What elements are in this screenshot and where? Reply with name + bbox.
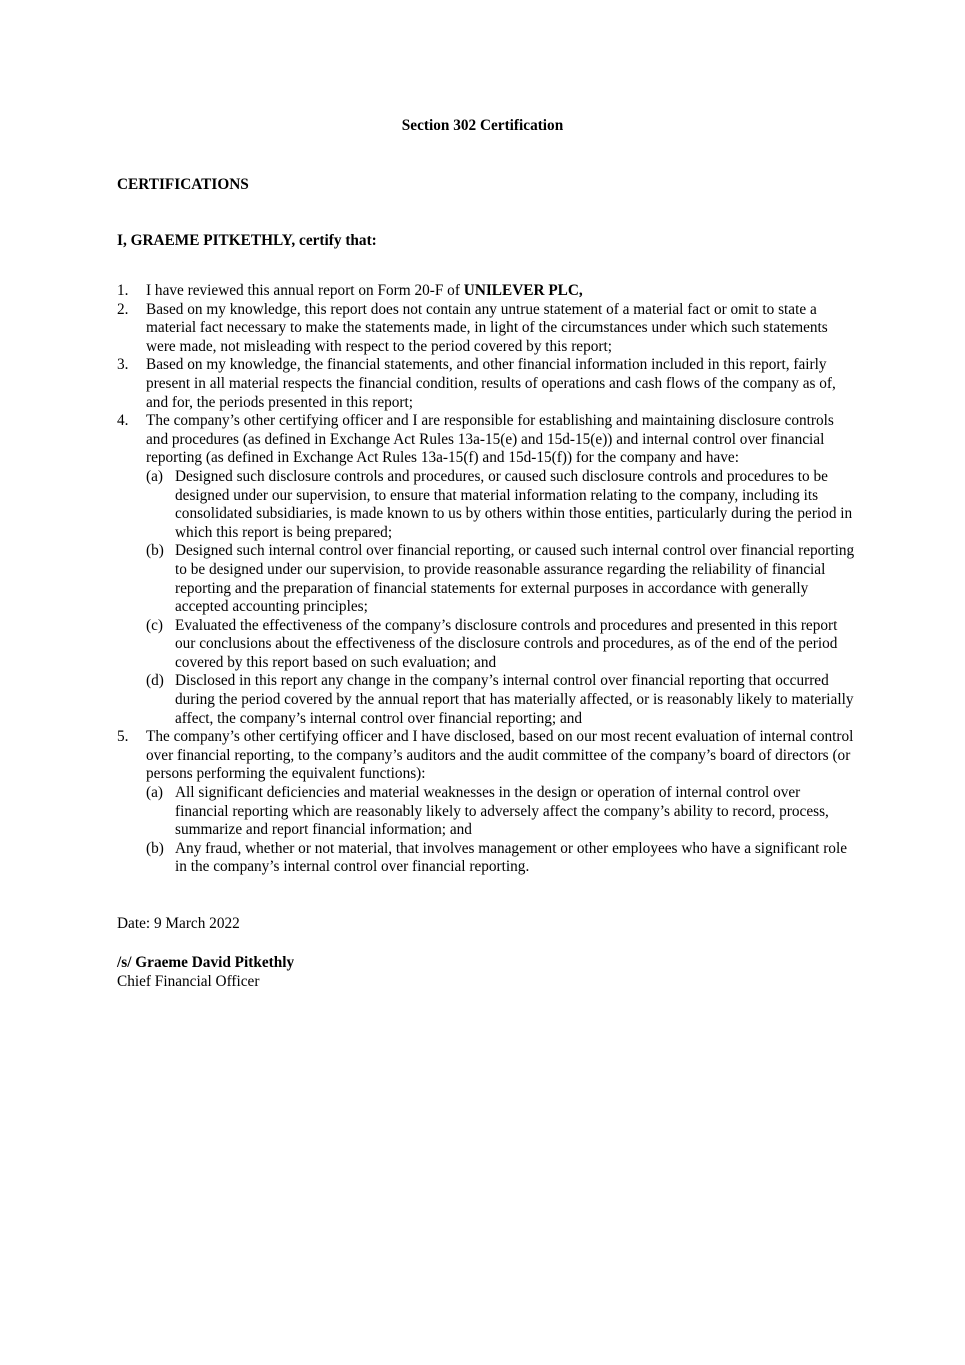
sub-item-text: All significant deficiencies and material weaknesses in the design or operation of internal control over financial reporting which are reasonably likely to adversely affect the company’s ability to record, process, summarize and report financial information; and [175, 784, 829, 839]
item-text: The company’s other certifying officer and I have disclosed, based on our most recent evaluation of internal control over financial reporting, to the company’s auditors and the audit committee of the company’s board of directors (or persons performing the equivalent functions): [146, 728, 854, 783]
company-name: UNILEVER PLC, [463, 282, 583, 299]
list-item [117, 412, 857, 728]
item-number: 4. [117, 412, 129, 430]
list-item [117, 728, 857, 877]
sub-item-text: Designed such internal control over financial reporting, or caused such internal control over financial reporting to be designed under our supervision, to provide reasonable assurance regarding the reliability of financial reporting and the preparation of financial statements for external purposes in accordance with generally accepted accounting principles; [175, 542, 855, 616]
item-number: 5. [117, 728, 129, 746]
item-text [146, 282, 583, 299]
certifications-heading: CERTIFICATIONS [117, 176, 249, 193]
sub-item-label: (a) [146, 784, 163, 802]
item-text: Based on my knowledge, the financial statements, and other financial information included in this report, fairly present in all material respects the financial condition, results of operations and cash flows of the company as of, and for, the periods presented in this report; [146, 356, 836, 411]
sub-item-text: Designed such disclosure controls and procedures, or caused such disclosure controls and procedures to be designed under our supervision, to ensure that material information relating to the company, including its consolidated subsidiaries, is made known to us by others within those entities, particularly during the period in which this report is being prepared; [175, 467, 853, 541]
item-number: 2. [117, 300, 129, 318]
sub-item-text: Disclosed in this report any change in the company’s internal control over financial reporting that occurred during the period covered by the annual report that has materially affected, or is reasonably likely to materially affect, the company’s internal control over financial reporting; and [175, 672, 854, 727]
signature-title: Chief Financial Officer [117, 972, 260, 990]
sub-item-label: (c) [146, 616, 163, 634]
sub-item [146, 840, 857, 877]
sub-item [146, 468, 857, 542]
sub-item [146, 617, 857, 673]
sub-item [146, 784, 857, 840]
list-item [117, 301, 857, 357]
sub-item [146, 672, 857, 728]
list-item [117, 356, 857, 412]
sub-item-label: (d) [146, 672, 164, 690]
list-item [117, 282, 857, 301]
sub-item [146, 542, 857, 616]
sub-item-label: (a) [146, 467, 163, 485]
certification-list [117, 282, 857, 877]
item-text: Based on my knowledge, this report does not contain any untrue statement of a material fact or omit to state a material fact necessary to make the statements made, in light of the circumstances under which such statements were made, not misleading with respect to the period covered by this report; [146, 300, 828, 355]
item-text: The company’s other certifying officer and I are responsible for establishing and maintaining disclosure controls and procedures (as defined in Exchange Act Rules 13a-15(e) and 15d-15(e)) and internal control over financial reporting (as defined in Exchange Act Rules 13a-15(f) and 15d-15(f)) for the company and have: [146, 412, 834, 467]
sub-item-text: Any fraud, whether or not material, that involves management or other employees who have a significant role in the company’s internal control over financial reporting. [175, 839, 847, 876]
item-number: 1. [117, 282, 129, 299]
section-title: Section 302 Certification [401, 117, 564, 134]
certification-date: Date: 9 March 2022 [117, 915, 240, 932]
item-text-part: I have reviewed this annual report on Form 20-F of [146, 282, 464, 299]
sub-item-label: (b) [146, 542, 164, 560]
signature-block [117, 954, 294, 991]
signature-name: /s/ Graeme David Pitkethly [117, 954, 295, 971]
sub-item-text: Evaluated the effectiveness of the company’s disclosure controls and procedures and presented in this report our conclusions about the effectiveness of the disclosure controls and procedures, as of the end of the period covered by this report based on such evaluation; and [175, 616, 838, 671]
item-number: 3. [117, 356, 129, 374]
sub-item-label: (b) [146, 839, 164, 857]
certify-intro: I, GRAEME PITKETHLY, certify that: [117, 232, 377, 249]
